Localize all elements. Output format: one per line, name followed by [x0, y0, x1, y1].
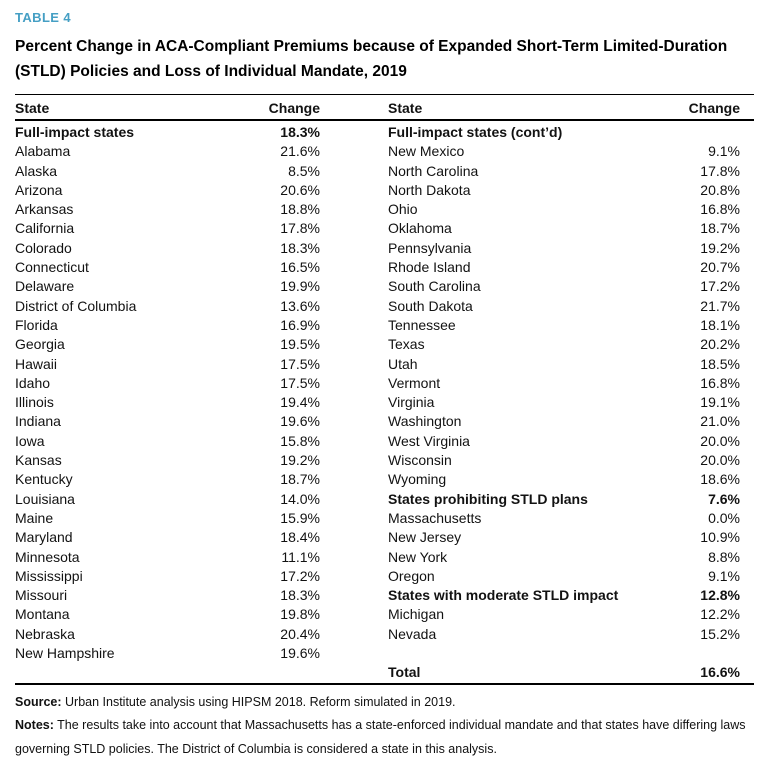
footer-source: [15, 691, 754, 715]
state-cell: Delaware: [15, 278, 75, 295]
change-cell: 18.6%: [700, 471, 740, 488]
change-cell: 20.6%: [280, 181, 320, 198]
change-cell: 19.4%: [280, 394, 320, 411]
table-row: [15, 412, 320, 431]
change-cell: 8.5%: [288, 162, 320, 179]
state-cell: Idaho: [15, 374, 51, 391]
table-row: [15, 644, 320, 663]
table-row: [388, 277, 740, 296]
table-row: [388, 567, 740, 586]
change-cell: 17.2%: [280, 567, 320, 584]
state-cell: Washington: [388, 413, 462, 430]
table-row: [15, 490, 320, 509]
state-cell: Tennessee: [388, 316, 456, 333]
table-row: [388, 528, 740, 547]
source-text: Urban Institute analysis using HIPSM 2018. Reform simulated in 2019.: [61, 694, 456, 709]
table-row: [388, 162, 740, 181]
change-cell: 19.5%: [280, 336, 320, 353]
change-cell: 16.5%: [280, 259, 320, 276]
table-row: [15, 297, 320, 316]
table-row: [15, 239, 320, 258]
header-pair-left: [15, 100, 320, 116]
table-row: [15, 567, 320, 586]
state-cell: Missouri: [15, 587, 68, 604]
state-cell: Ohio: [388, 201, 418, 218]
table-row: [15, 219, 320, 238]
state-cell: South Carolina: [388, 278, 481, 295]
table-row: [15, 625, 320, 644]
table-row: [15, 509, 320, 528]
header-pair-right: [388, 100, 740, 116]
source-label: Source:: [15, 694, 62, 709]
table-row: [15, 451, 320, 470]
state-cell: Arkansas: [15, 201, 74, 218]
change-cell: 0.0%: [708, 509, 740, 526]
change-cell: 19.9%: [280, 278, 320, 295]
change-cell: 15.9%: [280, 509, 320, 526]
state-cell: Vermont: [388, 374, 441, 391]
change-cell: 7.6%: [708, 490, 740, 507]
column-header-state-right: State: [388, 100, 423, 116]
table-row: [15, 142, 320, 161]
change-cell: 8.8%: [708, 548, 740, 565]
state-cell: Alabama: [15, 143, 71, 160]
state-cell: Minnesota: [15, 548, 80, 565]
state-cell: Full-impact states (cont’d): [388, 124, 563, 140]
bottom-rule: [15, 683, 754, 685]
state-cell: Hawaii: [15, 355, 58, 372]
state-cell: Louisiana: [15, 490, 75, 507]
change-cell: 20.2%: [700, 336, 740, 353]
table-row: [388, 625, 740, 644]
state-cell: Texas: [388, 336, 425, 353]
table-row: [15, 335, 320, 354]
state-cell: Connecticut: [15, 259, 89, 276]
change-cell: 16.9%: [280, 316, 320, 333]
change-cell: 18.3%: [280, 239, 320, 256]
state-cell: New Hampshire: [15, 645, 115, 662]
change-cell: 16.8%: [700, 374, 740, 391]
table-row: [15, 162, 320, 181]
state-cell: Wisconsin: [388, 452, 452, 469]
change-cell: 19.6%: [280, 645, 320, 662]
state-cell: Arizona: [15, 181, 63, 198]
state-cell: North Carolina: [388, 162, 479, 179]
state-cell: West Virginia: [388, 432, 470, 449]
change-cell: 18.3%: [280, 587, 320, 604]
table-row: [15, 277, 320, 296]
table-footer: [15, 691, 754, 762]
change-cell: 20.8%: [700, 181, 740, 198]
state-cell: [388, 644, 740, 663]
table-row: [388, 239, 740, 258]
state-cell: Total: [388, 664, 421, 681]
state-cell: Georgia: [15, 336, 65, 353]
table-row: [15, 470, 320, 489]
state-cell: Massachusetts: [388, 509, 482, 526]
table-row: [15, 548, 320, 567]
state-cell: New Jersey: [388, 529, 462, 546]
change-cell: 20.0%: [700, 452, 740, 469]
table-title-line2: (STLD) Policies and Loss of Individual Mandate, 2019: [15, 63, 407, 80]
change-cell: 20.7%: [700, 259, 740, 276]
table-row: [388, 200, 740, 219]
state-cell: Maine: [15, 509, 54, 526]
change-cell: 19.8%: [280, 606, 320, 623]
table-row: [388, 451, 740, 470]
state-cell: Virginia: [388, 394, 435, 411]
table-title: [15, 34, 754, 84]
table-row: [15, 316, 320, 335]
change-cell: 15.2%: [700, 625, 740, 642]
change-cell: 18.7%: [280, 471, 320, 488]
change-cell: 19.6%: [280, 413, 320, 430]
change-cell: 12.2%: [700, 606, 740, 623]
table-group-row: [388, 586, 740, 605]
table-row: [388, 219, 740, 238]
table-header-row: [15, 95, 754, 119]
table-row: [15, 181, 320, 200]
change-cell: 19.2%: [700, 239, 740, 256]
change-cell: 12.8%: [700, 587, 740, 604]
change-cell: 18.3%: [280, 124, 320, 140]
change-cell: 10.9%: [700, 529, 740, 546]
table-row: [15, 355, 320, 374]
table-row: [15, 258, 320, 277]
change-cell: 17.8%: [700, 162, 740, 179]
table-row: [15, 374, 320, 393]
change-cell: 9.1%: [708, 567, 740, 584]
state-cell: Oregon: [388, 567, 435, 584]
table-row: [388, 644, 740, 663]
table-group-row: [388, 490, 740, 509]
state-cell: South Dakota: [388, 297, 473, 314]
table-row: [388, 335, 740, 354]
state-cell: California: [15, 220, 75, 237]
right-column: [388, 123, 740, 683]
notes-text: The results take into account that Massachusetts has a state-enforced individual mandate and that states have differing laws governing STLD policies. The District of Columbia is considered a state in this analysis.: [15, 718, 746, 756]
table-group-row: [15, 123, 320, 142]
notes-label: Notes:: [15, 718, 54, 733]
table-row: [388, 297, 740, 316]
change-cell: 14.0%: [280, 490, 320, 507]
state-cell: Pennsylvania: [388, 239, 472, 256]
left-column: [15, 123, 320, 683]
table-group-row: [388, 663, 740, 682]
change-cell: 9.1%: [708, 143, 740, 160]
column-header-change-right: Change: [688, 100, 740, 116]
table-row: [388, 393, 740, 412]
state-cell: Nevada: [388, 625, 437, 642]
change-cell: 17.5%: [280, 355, 320, 372]
change-cell: 11.1%: [281, 548, 320, 565]
footer-notes: [15, 714, 754, 761]
state-cell: Iowa: [15, 432, 45, 449]
change-cell: 17.2%: [700, 278, 740, 295]
change-cell: 16.8%: [700, 201, 740, 218]
table-row: [15, 432, 320, 451]
state-cell: District of Columbia: [15, 297, 137, 314]
state-cell: Kansas: [15, 452, 62, 469]
change-cell: 21.7%: [700, 297, 740, 314]
state-cell: Oklahoma: [388, 220, 452, 237]
state-cell: North Dakota: [388, 181, 471, 198]
state-cell: States with moderate STLD impact: [388, 587, 619, 604]
state-cell: Illinois: [15, 394, 54, 411]
change-cell: 19.1%: [700, 394, 740, 411]
change-cell: 19.2%: [280, 452, 320, 469]
change-cell: 18.7%: [700, 220, 740, 237]
state-cell: Wyoming: [388, 471, 447, 488]
table-row: [388, 432, 740, 451]
change-cell: 17.5%: [280, 374, 320, 391]
change-cell: 21.6%: [280, 143, 320, 160]
state-cell: Alaska: [15, 162, 58, 179]
table-row: [15, 528, 320, 547]
change-cell: 18.1%: [700, 316, 740, 333]
state-cell: Full-impact states: [15, 124, 135, 140]
change-cell: 15.8%: [280, 432, 320, 449]
table-label: TABLE 4: [15, 10, 72, 25]
change-cell: 18.5%: [700, 355, 740, 372]
table-row: [388, 316, 740, 335]
state-cell: Nebraska: [15, 625, 75, 642]
state-cell: Indiana: [15, 413, 61, 430]
change-cell: 17.8%: [280, 220, 320, 237]
table-row: [388, 181, 740, 200]
state-cell: Rhode Island: [388, 259, 471, 276]
state-cell: Maryland: [15, 529, 73, 546]
table-row: [388, 548, 740, 567]
table-row: [388, 258, 740, 277]
table-row: [388, 509, 740, 528]
table-row: [15, 200, 320, 219]
state-cell: Mississippi: [15, 567, 83, 584]
state-cell: Utah: [388, 355, 418, 372]
table-row: [388, 470, 740, 489]
table-row: [15, 393, 320, 412]
table-row: [388, 412, 740, 431]
change-cell: 20.0%: [700, 432, 740, 449]
table-row: [388, 374, 740, 393]
state-cell: States prohibiting STLD plans: [388, 490, 588, 507]
state-cell: Michigan: [388, 606, 445, 623]
table-row: [388, 355, 740, 374]
column-header-change-left: Change: [268, 100, 320, 116]
change-cell: 18.4%: [280, 529, 320, 546]
table-title-line1: Percent Change in ACA-Compliant Premiums because of Expanded Short-Term Limited-Duration: [15, 38, 728, 55]
change-cell: 18.8%: [280, 201, 320, 218]
state-cell: New York: [388, 548, 448, 565]
state-cell: Florida: [15, 316, 58, 333]
change-cell: 20.4%: [280, 625, 320, 642]
table-row: [15, 605, 320, 624]
state-cell: Colorado: [15, 239, 72, 256]
change-cell: 13.6%: [280, 297, 320, 314]
state-cell: Kentucky: [15, 471, 73, 488]
table-group-row: [388, 123, 740, 142]
change-cell: 16.6%: [700, 664, 740, 681]
column-header-state-left: State: [15, 100, 50, 116]
state-cell: Montana: [15, 606, 70, 623]
table-row: [388, 605, 740, 624]
table-row: [15, 586, 320, 605]
change-cell: 21.0%: [700, 413, 740, 430]
state-cell: New Mexico: [388, 143, 465, 160]
table-body: [15, 121, 754, 683]
table-row: [388, 142, 740, 161]
